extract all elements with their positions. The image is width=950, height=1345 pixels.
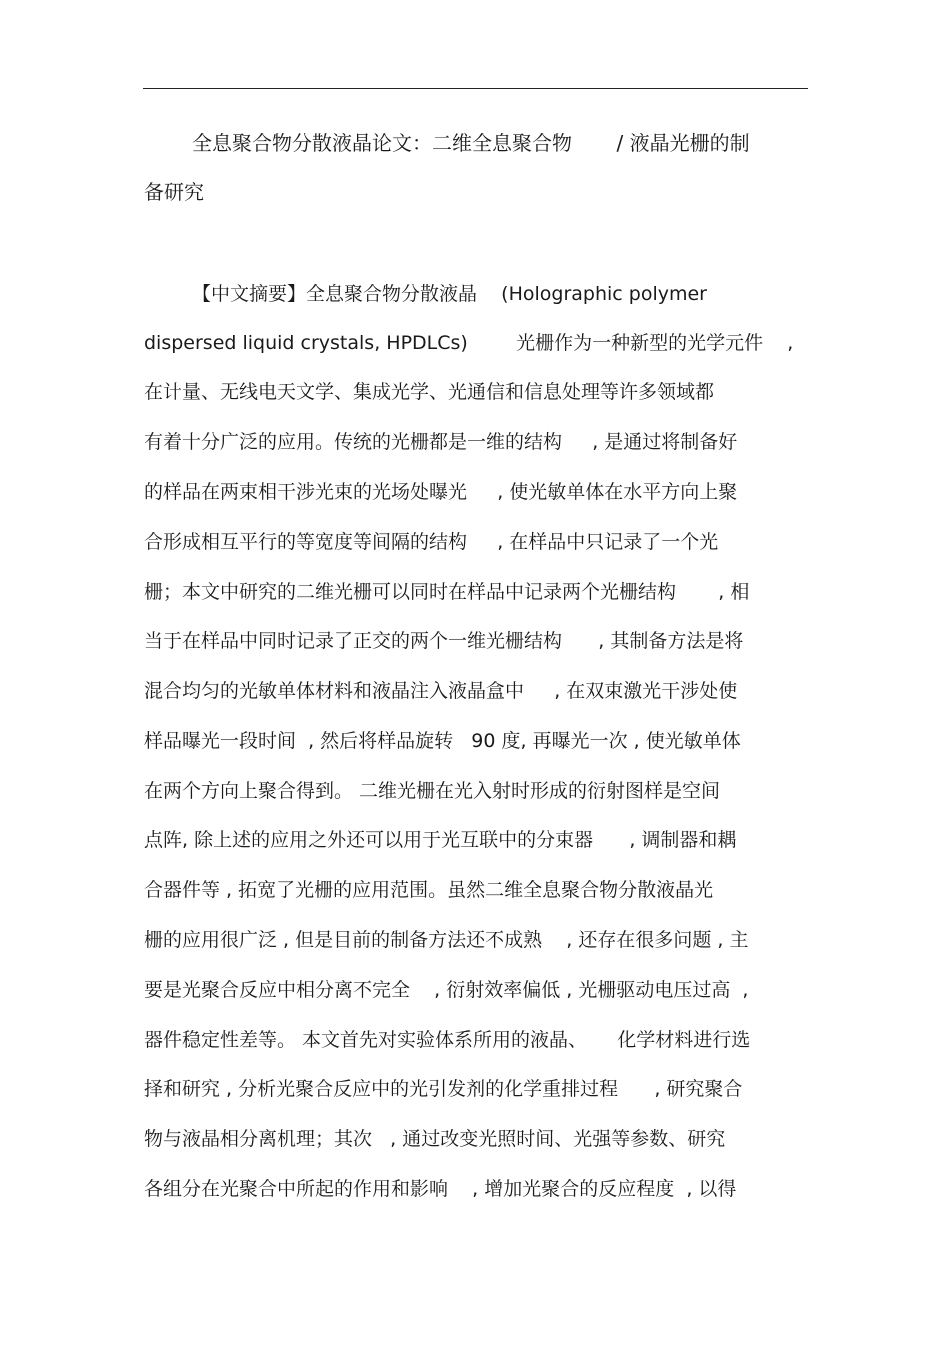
abstract-line-8: 当于在样品中同时记录了正交的两个一维光栅结构 , 其制备方法是将 (144, 630, 744, 652)
abstract-line-4: 有着十分广泛的应用。传统的光栅都是一维的结构 , 是通过将制备好 (144, 431, 738, 453)
abstract-line-1: 【中文摘要】全息聚合物分散液晶 (Holographic polymer (192, 283, 707, 305)
abstract-line-11: 在两个方向上聚合得到。 二维光栅在光入射时形成的衍射图样是空间 (144, 780, 721, 802)
abstract-line-2: dispersed liquid crystals, HPDLCs) 光栅作为一种新型的光学元件 , (144, 332, 794, 354)
abstract-line-10: 样品曝光一段时间 , 然后将样品旋转 90 度, 再曝光一次 , 使光敏单体 (144, 730, 741, 752)
abstract-line-18: 物与液晶相分离机理；其次 , 通过改变光照时间、光强等参数、研究 (144, 1128, 726, 1150)
header-rule (143, 88, 808, 89)
document-title-line-2: 备研究 (144, 180, 204, 204)
abstract-line-5: 的样品在两束相干涉光束的光场处曝光 , 使光敏单体在水平方向上聚 (144, 481, 738, 503)
abstract-line-17: 择和研究 , 分析光聚合反应中的光引发剂的化学重排过程 , 研究聚合 (144, 1078, 743, 1100)
abstract-line-16: 器件稳定性差等。 本文首先对实验体系所用的液晶、 化学材料进行选 (144, 1029, 751, 1051)
abstract-line-12: 点阵, 除上述的应用之外还可以用于光互联中的分束器 , 调制器和耦 (144, 829, 737, 851)
abstract-line-13: 合器件等 , 拓宽了光栅的应用范围。虽然二维全息聚合物分散液晶光 (144, 879, 714, 901)
document-title-line-1: 全息聚合物分散液晶论文：二维全息聚合物 / 液晶光栅的制 (192, 131, 750, 155)
abstract-line-6: 合形成相互平行的等宽度等间隔的结构 , 在样品中只记录了一个光 (144, 531, 719, 553)
abstract-line-7: 栅；本文中研究的二维光栅可以同时在样品中记录两个光栅结构 , 相 (144, 581, 750, 603)
abstract-line-9: 混合均匀的光敏单体材料和液晶注入液晶盒中 , 在双束激光干涉处使 (144, 680, 738, 702)
abstract-line-14: 栅的应用很广泛 , 但是目前的制备方法还不成熟 , 还存在很多问题 , 主 (144, 929, 749, 951)
abstract-line-19: 各组分在光聚合中所起的作用和影响 , 增加光聚合的反应程度 , 以得 (144, 1178, 737, 1200)
abstract-line-3: 在计量、无线电天文学、集成光学、光通信和信息处理等许多领域都 (144, 381, 715, 403)
abstract-line-15: 要是光聚合反应中相分离不完全 , 衍射效率偏低 , 光栅驱动电压过高 , (144, 979, 749, 1001)
